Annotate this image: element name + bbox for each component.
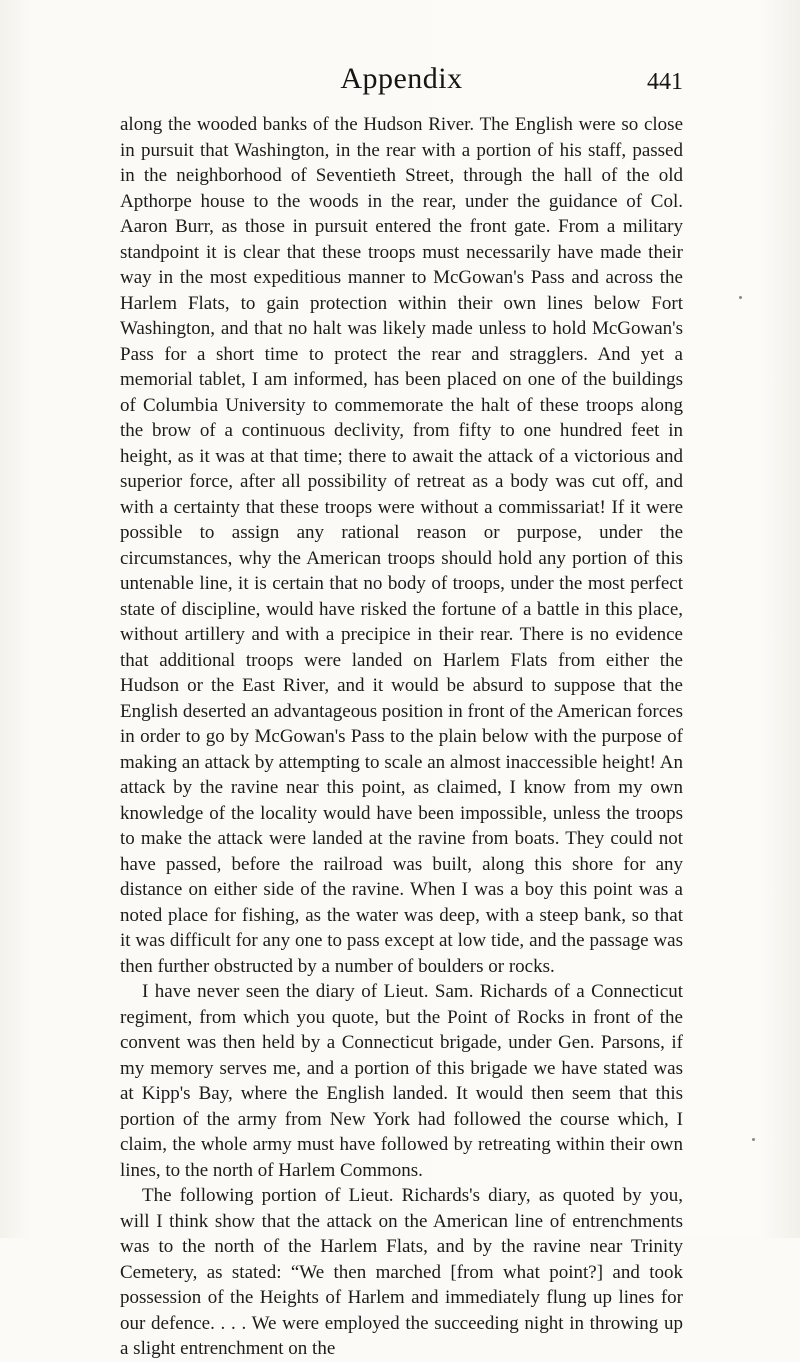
paper-speck: [752, 1138, 755, 1141]
body-text: [120, 112, 683, 1362]
paragraph-2: I have never seen the diary of Lieut. Sam. Richards of a Connecticut regiment, from which you quote, but the Point of Rocks in front of the convent was then held by a Connecticut brigade, under Gen. Parsons, if my memory serves me, and a portion of this brigade we have stated was at Kipp's Bay, where the English landed. It would then seem that this portion of the army from New York had followed the course which, I claim, the whole army must have followed by retreating within their own lines, to the north of Harlem Commons.: [120, 981, 683, 1181]
page-number: 441: [647, 69, 683, 95]
paper-speck: [739, 296, 742, 299]
paragraph-1: along the wooded banks of the Hudson River. The English were so close in pursuit that Washington, in the rear with a portion of his staff, passed in the neighborhood of Seventieth Street, through the hall of the old Apthorpe house to the woods in the rear, under the guidance of Col. Aaron Burr, as those in pursuit entered the front gate. From a military standpoint it is clear that these troops must necessarily have made their way in the most expeditious manner to McGowan's Pass and across the Harlem Flats, to gain protection within their own lines below Fort Washington, and that no halt was likely made unless to hold McGowan's Pass for a short time to protect the rear and stragglers. And yet a memorial tablet, I am informed, has been placed on one of the buildings of Columbia University to commemorate the halt of these troops along the brow of a continuous declivity, from fifty to one hundred feet in height, as it was at that time; there to await the attack of a victorious and superior force, after all possibility of retreat as a body was cut off, and with a certainty that these troops were without a commissariat! If it were possible to assign any rational reason or purpose, under the circumstances, why the American troops should hold any portion of this untenable line, it is certain that no body of troops, under the most perfect state of discipline, would have risked the fortune of a battle in this place, without artillery and with a precipice in their rear. There is no evidence that additional troops were landed on Harlem Flats from either the Hudson or the East River, and it would be absurd to suppose that the English deserted an advantageous position in front of the American forces in order to go by McGowan's Pass to the plain below with the purpose of making an attack by attempting to scale an almost inaccessible height! An attack by the ravine near this point, as claimed, I know from my own knowledge of the locality would have been impossible, unless the troops to make the attack were landed at the ravine from boats. They could not have passed, before the railroad was built, along this shore for any distance on either side of the ravine. When I was a boy this point was a noted place for fishing, as the water was deep, with a steep bank, so that it was difficult for any one to pass except at low tide, and the passage was then further obstructed by a number of boulders or rocks.: [120, 114, 683, 977]
running-title: Appendix: [340, 62, 463, 95]
paragraph-3: The following portion of Lieut. Richards's diary, as quoted by you, will I think show that the attack on the American line of entrenchments was to the north of the Harlem Flats, and by the ravine near Trinity Cemetery, as stated: “We then marched [from what point?] and took possession of the Heights of Harlem and immediately flung up lines for our defence. . . . We were employed the succeeding night in throwing up a slight entrenchment on the: [120, 1185, 683, 1359]
running-head: [120, 62, 683, 102]
